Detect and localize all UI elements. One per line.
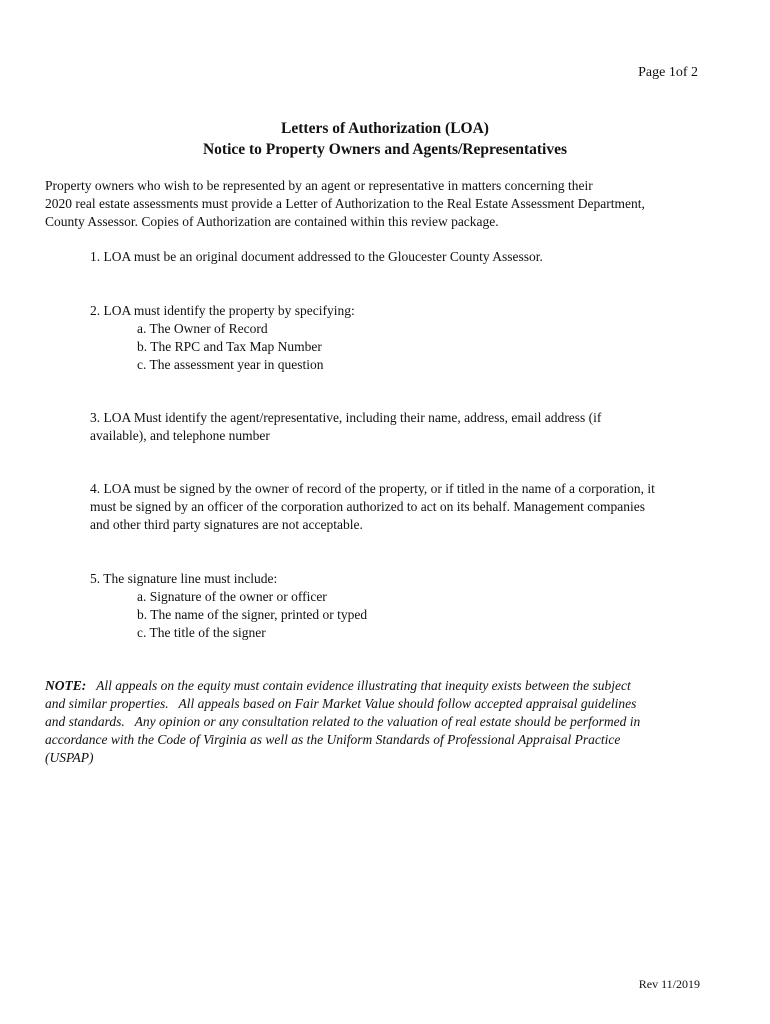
intro-paragraph bbox=[45, 177, 735, 231]
revision-label: Rev 11/2019 bbox=[638, 977, 700, 991]
requirement-2 bbox=[90, 302, 735, 374]
requirement-text: 4. LOA must be signed by the owner of record of the property, or if titled in the name of a corporation, it bbox=[90, 481, 655, 496]
requirement-text: 3. LOA Must identify the agent/representative, including their name, address, email address (if bbox=[90, 410, 602, 425]
intro-line: County Assessor. Copies of Authorization are contained within this review package. bbox=[45, 214, 499, 229]
requirement-subitem: a. Signature of the owner or officer bbox=[137, 589, 327, 604]
requirement-text: must be signed by an officer of the corporation authorized to act on its behalf. Management companies bbox=[90, 499, 645, 514]
note-paragraph bbox=[45, 677, 735, 767]
requirement-4 bbox=[90, 480, 735, 534]
requirement-subitem: c. The title of the signer bbox=[137, 625, 266, 640]
document-title: Letters of Authorization (LOA) bbox=[281, 120, 489, 137]
note-line: and standards. Any opinion or any consultation related to the valuation of real estate should be performed in bbox=[45, 714, 641, 729]
requirement-subitem: b. The name of the signer, printed or typed bbox=[137, 607, 368, 622]
requirement-subitem: b. The RPC and Tax Map Number bbox=[137, 339, 322, 354]
page-number: Page 1of 2 bbox=[638, 65, 698, 80]
document-subtitle: Notice to Property Owners and Agents/Representatives bbox=[202, 141, 568, 158]
note-text: All appeals on the equity must contain evidence illustrating that inequity exists between the subject bbox=[86, 678, 631, 693]
requirement-text: available), and telephone number bbox=[90, 428, 270, 443]
requirement-3 bbox=[90, 409, 735, 445]
note-line: accordance with the Code of Virginia as well as the Uniform Standards of Professional Appraisal Practice bbox=[45, 732, 621, 747]
requirement-text: 5. The signature line must include: bbox=[90, 571, 278, 586]
requirement-5 bbox=[90, 570, 735, 642]
note-line bbox=[45, 677, 735, 695]
requirement-subitem: c. The assessment year in question bbox=[137, 357, 324, 372]
requirement-subitem: a. The Owner of Record bbox=[137, 321, 268, 336]
requirement-text: and other third party signatures are not acceptable. bbox=[90, 517, 363, 532]
note-label: NOTE: bbox=[45, 678, 87, 693]
intro-line: 2020 real estate assessments must provide a Letter of Authorization to the Real Estate Assessment Department, bbox=[45, 196, 645, 211]
note-line: and similar properties. All appeals based on Fair Market Value should follow accepted appraisal guidelines bbox=[45, 696, 637, 711]
requirement-1 bbox=[90, 248, 735, 266]
intro-line: Property owners who wish to be represented by an agent or representative in matters concerning their bbox=[45, 178, 593, 193]
requirement-text: 1. LOA must be an original document addressed to the Gloucester County Assessor. bbox=[90, 249, 543, 264]
requirement-text: 2. LOA must identify the property by specifying: bbox=[90, 303, 355, 318]
note-line: (USPAP) bbox=[45, 750, 94, 765]
